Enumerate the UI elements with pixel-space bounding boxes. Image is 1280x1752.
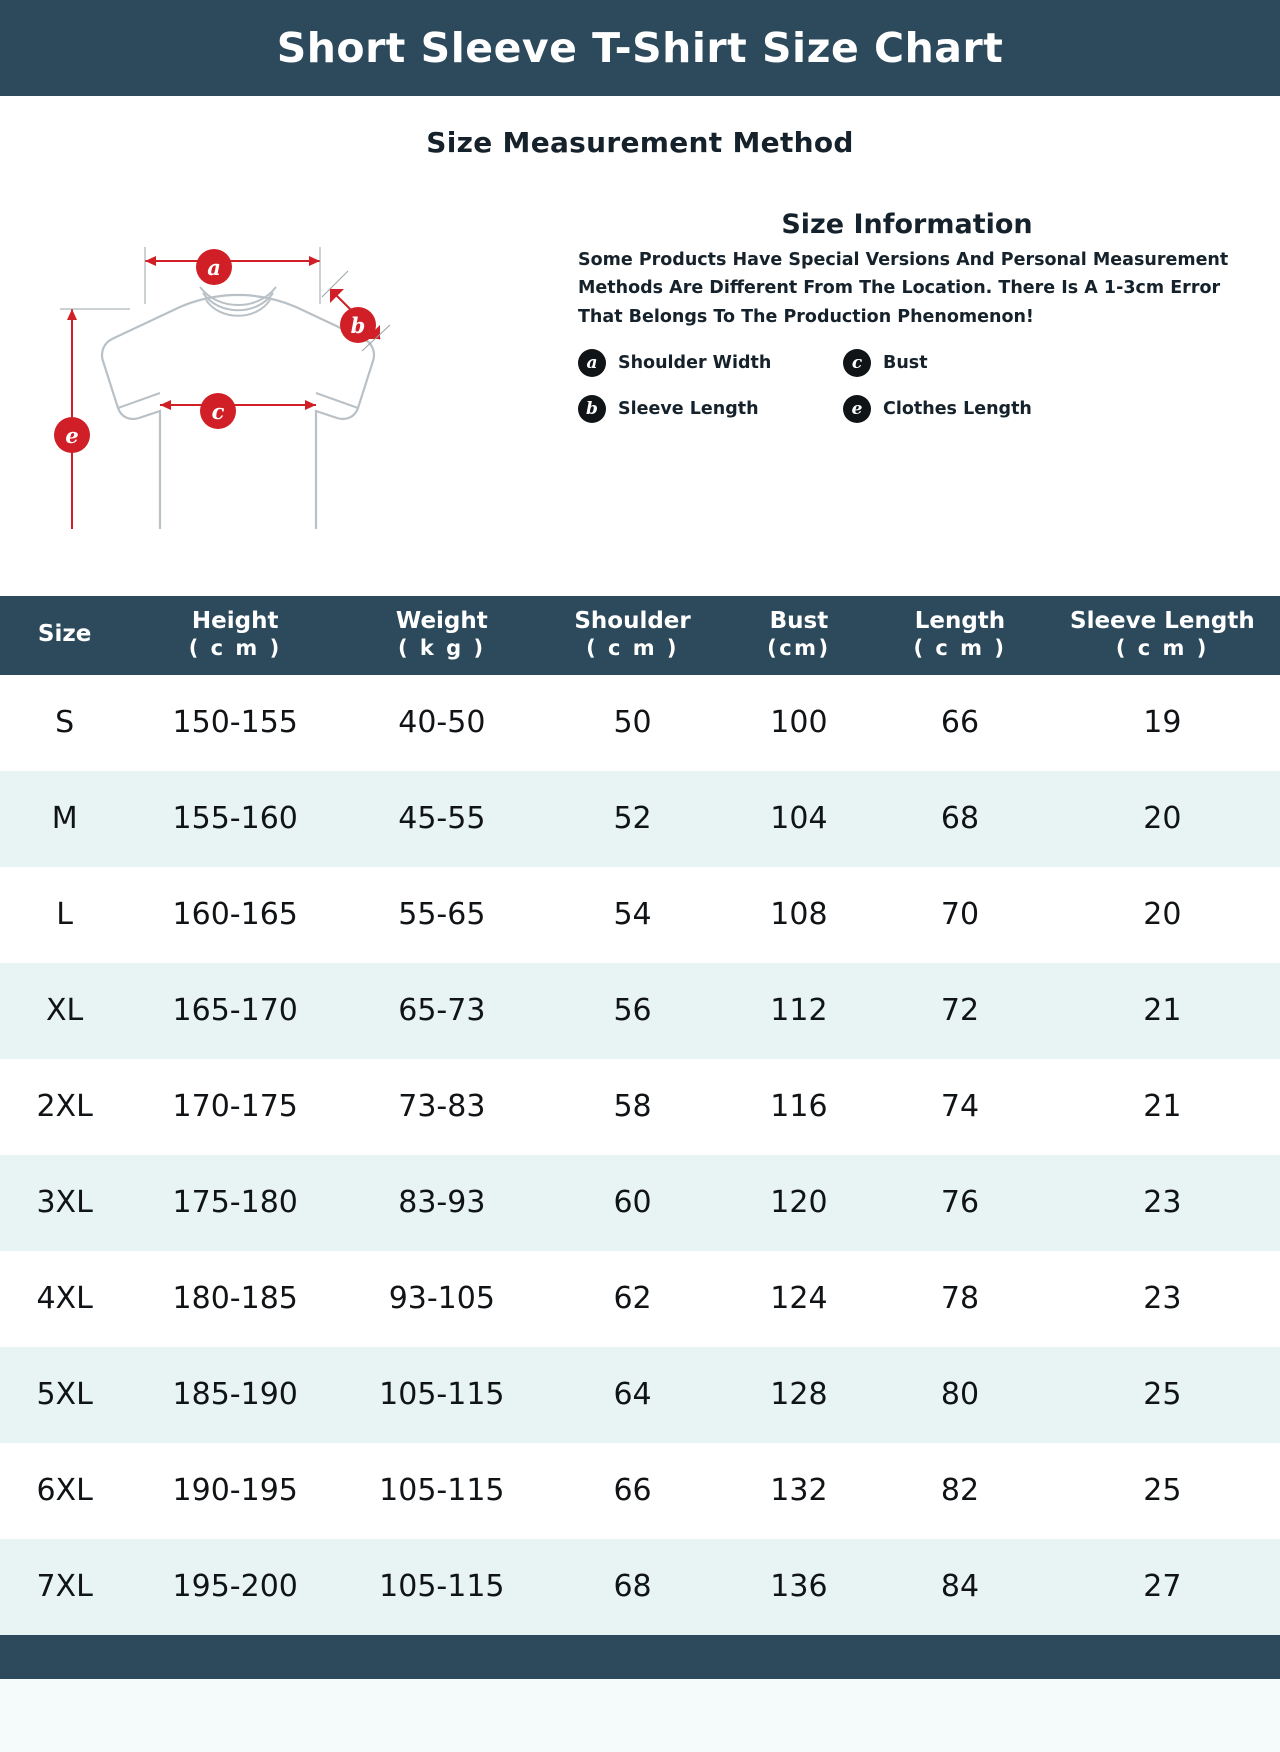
cell-size: L (0, 867, 129, 963)
cell-sleeve-length: 25 (1045, 1347, 1280, 1443)
cell-shoulder: 56 (542, 963, 722, 1059)
cell-bust: 116 (723, 1059, 876, 1155)
cell-bust: 136 (723, 1539, 876, 1635)
col-header-weight (341, 596, 542, 675)
cell-weight: 83-93 (341, 1155, 542, 1251)
col-header-weight-label: Weight (395, 608, 488, 634)
cell-weight: 105-115 (341, 1347, 542, 1443)
cell-length: 76 (875, 1155, 1045, 1251)
cell-shoulder: 58 (542, 1059, 722, 1155)
cell-height: 160-165 (129, 867, 341, 963)
cell-length: 68 (875, 771, 1045, 867)
tshirt-diagram (0, 169, 560, 529)
page-header (0, 0, 1280, 96)
legend-label-shoulder-width: Shoulder Width (618, 353, 772, 374)
col-header-height (129, 596, 341, 675)
cell-height: 180-185 (129, 1251, 341, 1347)
legend-label-clothes-length: Clothes Length (883, 399, 1032, 420)
cell-weight: 45-55 (341, 771, 542, 867)
cell-shoulder: 54 (542, 867, 722, 963)
cell-height: 170-175 (129, 1059, 341, 1155)
size-information-block (560, 169, 1280, 529)
cell-bust: 100 (723, 675, 876, 771)
col-header-bust (723, 596, 876, 675)
cell-sleeve-length: 27 (1045, 1539, 1280, 1635)
marker-c-bust: c (200, 393, 236, 429)
cell-weight: 55-65 (341, 867, 542, 963)
cell-size: 2XL (0, 1059, 129, 1155)
measurement-section (0, 96, 1280, 596)
table-row (0, 1155, 1280, 1251)
cell-sleeve-length: 20 (1045, 867, 1280, 963)
cell-length: 70 (875, 867, 1045, 963)
table-row (0, 867, 1280, 963)
cell-bust: 120 (723, 1155, 876, 1251)
cell-shoulder: 66 (542, 1443, 722, 1539)
badge-a-icon: a (578, 349, 606, 377)
col-header-shoulder-label: Shoulder (574, 608, 691, 634)
cell-height: 185-190 (129, 1347, 341, 1443)
cell-bust: 104 (723, 771, 876, 867)
table-row (0, 1539, 1280, 1635)
cell-size: S (0, 675, 129, 771)
measurement-method-title: Size Measurement Method (426, 126, 854, 159)
cell-length: 78 (875, 1251, 1045, 1347)
size-table-wrap (0, 596, 1280, 1635)
col-header-sleeve-length-unit: ( c m ) (1115, 635, 1209, 660)
col-header-weight-unit: ( k g ) (398, 635, 486, 660)
legend-item-sleeve-length (578, 395, 843, 423)
cell-length: 66 (875, 675, 1045, 771)
marker-e-clothes-length: e (54, 417, 90, 453)
cell-length: 84 (875, 1539, 1045, 1635)
col-header-size (0, 596, 129, 675)
col-header-bust-unit: (cm) (767, 635, 831, 660)
cell-bust: 112 (723, 963, 876, 1059)
cell-sleeve-length: 23 (1045, 1155, 1280, 1251)
tshirt-illustration-svg (0, 169, 560, 529)
size-information-text: Some Products Have Special Versions And Personal Measurement Methods Are Different From The Location. There Is A 1-3cm Error That Belongs To The Production Phenomenon! (578, 250, 1229, 327)
col-header-shoulder-unit: ( c m ) (586, 635, 680, 660)
legend (570, 349, 1244, 423)
page-footer-bar (0, 1635, 1280, 1679)
cell-sleeve-length: 23 (1045, 1251, 1280, 1347)
table-row (0, 1443, 1280, 1539)
cell-sleeve-length: 19 (1045, 675, 1280, 771)
size-table (0, 596, 1280, 1635)
cell-size: XL (0, 963, 129, 1059)
cell-size: 4XL (0, 1251, 129, 1347)
col-header-height-label: Height (191, 608, 279, 634)
col-header-size-label: Size (37, 620, 92, 647)
cell-height: 190-195 (129, 1443, 341, 1539)
cell-sleeve-length: 25 (1045, 1443, 1280, 1539)
cell-shoulder: 60 (542, 1155, 722, 1251)
col-header-sleeve-length (1045, 596, 1280, 675)
cell-height: 195-200 (129, 1539, 341, 1635)
cell-length: 80 (875, 1347, 1045, 1443)
table-row (0, 771, 1280, 867)
cell-bust: 132 (723, 1443, 876, 1539)
cell-shoulder: 52 (542, 771, 722, 867)
table-row (0, 1059, 1280, 1155)
cell-shoulder: 68 (542, 1539, 722, 1635)
marker-a-shoulder-width: a (196, 249, 232, 285)
cell-weight: 73-83 (341, 1059, 542, 1155)
size-table-body (0, 675, 1280, 1635)
badge-c-icon: c (843, 349, 871, 377)
cell-shoulder: 64 (542, 1347, 722, 1443)
cell-length: 82 (875, 1443, 1045, 1539)
cell-sleeve-length: 20 (1045, 771, 1280, 867)
legend-item-shoulder-width (578, 349, 843, 377)
size-information-title: Size Information (781, 209, 1033, 240)
col-header-shoulder (542, 596, 722, 675)
col-header-bust-label: Bust (769, 608, 829, 634)
badge-b-icon: b (578, 395, 606, 423)
cell-weight: 40-50 (341, 675, 542, 771)
cell-shoulder: 50 (542, 675, 722, 771)
cell-size: M (0, 771, 129, 867)
badge-e-icon: e (843, 395, 871, 423)
legend-label-bust: Bust (883, 353, 928, 374)
col-header-height-unit: ( c m ) (188, 635, 282, 660)
legend-item-bust (843, 349, 1244, 377)
cell-size: 7XL (0, 1539, 129, 1635)
cell-sleeve-length: 21 (1045, 963, 1280, 1059)
cell-shoulder: 62 (542, 1251, 722, 1347)
marker-b-sleeve-length: b (340, 307, 376, 343)
cell-height: 155-160 (129, 771, 341, 867)
page-title: Short Sleeve T-Shirt Size Chart (276, 24, 1004, 72)
cell-size: 6XL (0, 1443, 129, 1539)
col-header-length-unit: ( c m ) (913, 635, 1007, 660)
cell-bust: 108 (723, 867, 876, 963)
cell-weight: 105-115 (341, 1539, 542, 1635)
legend-label-sleeve-length: Sleeve Length (618, 399, 759, 420)
cell-height: 150-155 (129, 675, 341, 771)
cell-length: 74 (875, 1059, 1045, 1155)
cell-sleeve-length: 21 (1045, 1059, 1280, 1155)
col-header-sleeve-length-label: Sleeve Length (1070, 608, 1255, 634)
table-header-row (0, 596, 1280, 675)
cell-weight: 105-115 (341, 1443, 542, 1539)
table-row (0, 675, 1280, 771)
cell-weight: 93-105 (341, 1251, 542, 1347)
size-table-head (0, 596, 1280, 675)
cell-weight: 65-73 (341, 963, 542, 1059)
cell-length: 72 (875, 963, 1045, 1059)
col-header-length-label: Length (914, 608, 1006, 634)
table-row (0, 963, 1280, 1059)
cell-height: 175-180 (129, 1155, 341, 1251)
cell-size: 3XL (0, 1155, 129, 1251)
cell-bust: 124 (723, 1251, 876, 1347)
cell-height: 165-170 (129, 963, 341, 1059)
cell-size: 5XL (0, 1347, 129, 1443)
table-row (0, 1347, 1280, 1443)
col-header-length (875, 596, 1045, 675)
cell-bust: 128 (723, 1347, 876, 1443)
table-row (0, 1251, 1280, 1347)
legend-item-clothes-length (843, 395, 1244, 423)
